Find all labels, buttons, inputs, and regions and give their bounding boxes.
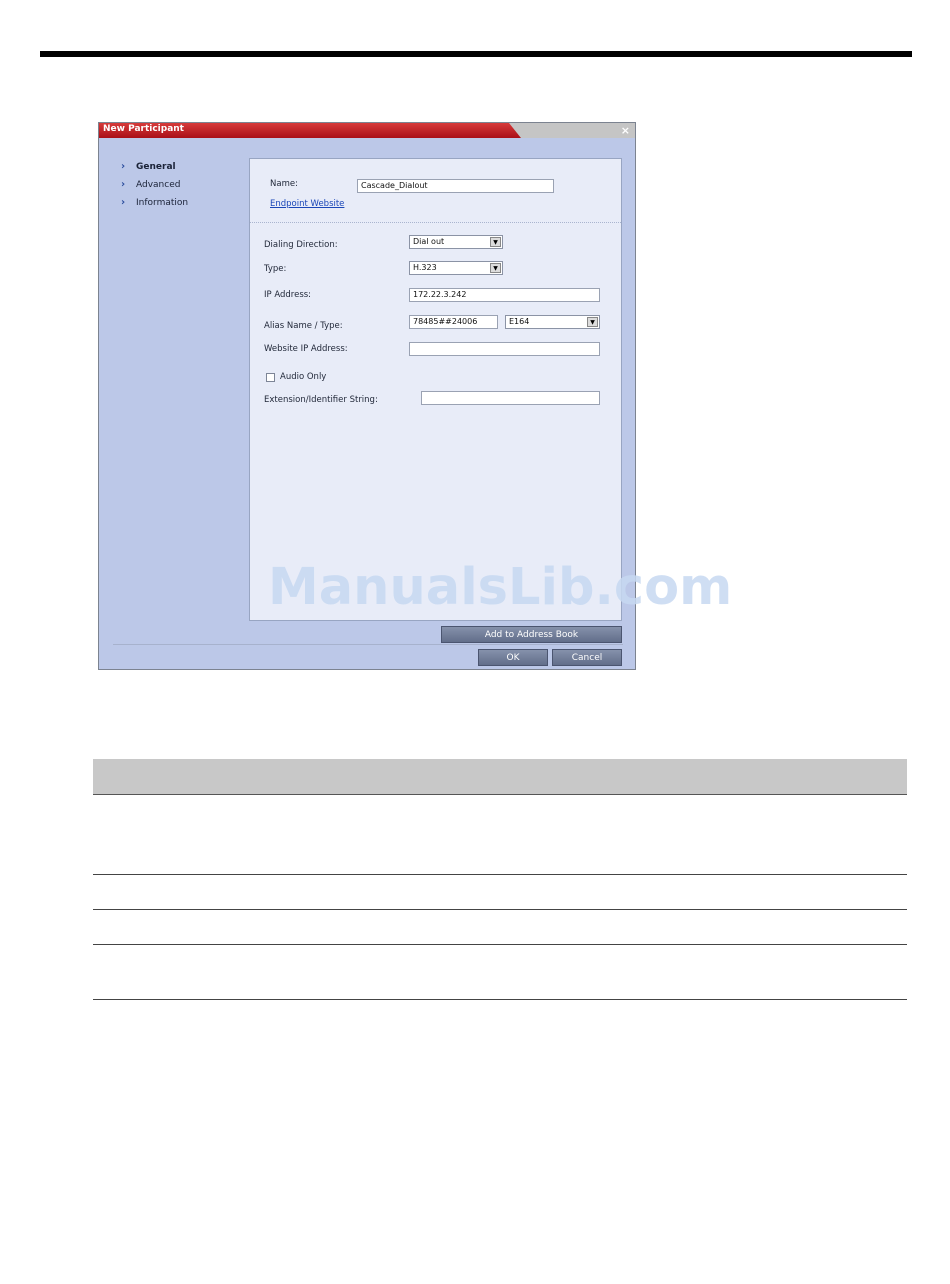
alias-type-value: E164 (509, 317, 530, 326)
dialog-title: New Participant (103, 124, 184, 134)
add-to-address-book-button[interactable]: Add to Address Book (441, 626, 622, 643)
nav-item-label: General (136, 162, 176, 172)
table-row-divider (93, 874, 907, 875)
extension-input[interactable] (421, 391, 600, 405)
endpoint-website-link[interactable]: Endpoint Website (270, 199, 345, 209)
nav-item-label: Information (136, 198, 189, 208)
ok-button[interactable]: OK (478, 649, 548, 666)
footer-divider (113, 644, 623, 645)
type-value: H.323 (413, 263, 437, 272)
website-ip-label: Website IP Address: (264, 344, 348, 354)
dialog-nav (121, 161, 188, 215)
table-row-divider (93, 944, 907, 945)
alias-name-input[interactable]: 78485##24006 (409, 315, 498, 329)
nav-item-advanced[interactable] (121, 179, 188, 197)
page-top-rule (40, 51, 912, 57)
close-icon[interactable]: × (620, 124, 630, 137)
dropdown-arrow-icon[interactable]: ▼ (587, 317, 598, 327)
dialing-direction-value: Dial out (413, 237, 445, 246)
dialing-direction-label: Dialing Direction: (264, 240, 338, 250)
website-ip-input[interactable] (409, 342, 600, 356)
chevron-right-icon: › (121, 161, 126, 172)
chevron-right-icon: › (121, 179, 126, 190)
dialog-titlebar (99, 123, 635, 138)
alias-label: Alias Name / Type: (264, 321, 343, 331)
ip-address-label: IP Address: (264, 290, 312, 300)
watermark: ManualsLib.com (268, 558, 733, 617)
ip-address-input[interactable]: 172.22.3.242 (409, 288, 600, 302)
chevron-right-icon: › (121, 197, 126, 208)
dialing-direction-select[interactable] (409, 235, 503, 249)
alias-type-select[interactable] (505, 315, 600, 329)
audio-only-checkbox[interactable] (266, 373, 275, 382)
table-row-divider (93, 999, 907, 1000)
nav-item-information[interactable] (121, 197, 188, 215)
type-label: Type: (264, 264, 287, 274)
nav-item-label: Advanced (136, 180, 181, 190)
general-panel (249, 158, 622, 621)
section-divider (250, 222, 621, 223)
audio-only-label: Audio Only (280, 372, 327, 382)
name-label: Name: (270, 179, 298, 189)
nav-item-general[interactable] (121, 161, 188, 179)
extension-label: Extension/Identifier String: (264, 395, 378, 405)
dropdown-arrow-icon[interactable]: ▼ (490, 237, 501, 247)
type-select[interactable] (409, 261, 503, 275)
table-row-divider (93, 909, 907, 910)
name-input[interactable]: Cascade_Dialout (357, 179, 554, 193)
table-header (93, 759, 907, 795)
dropdown-arrow-icon[interactable]: ▼ (490, 263, 501, 273)
cancel-button[interactable]: Cancel (552, 649, 622, 666)
